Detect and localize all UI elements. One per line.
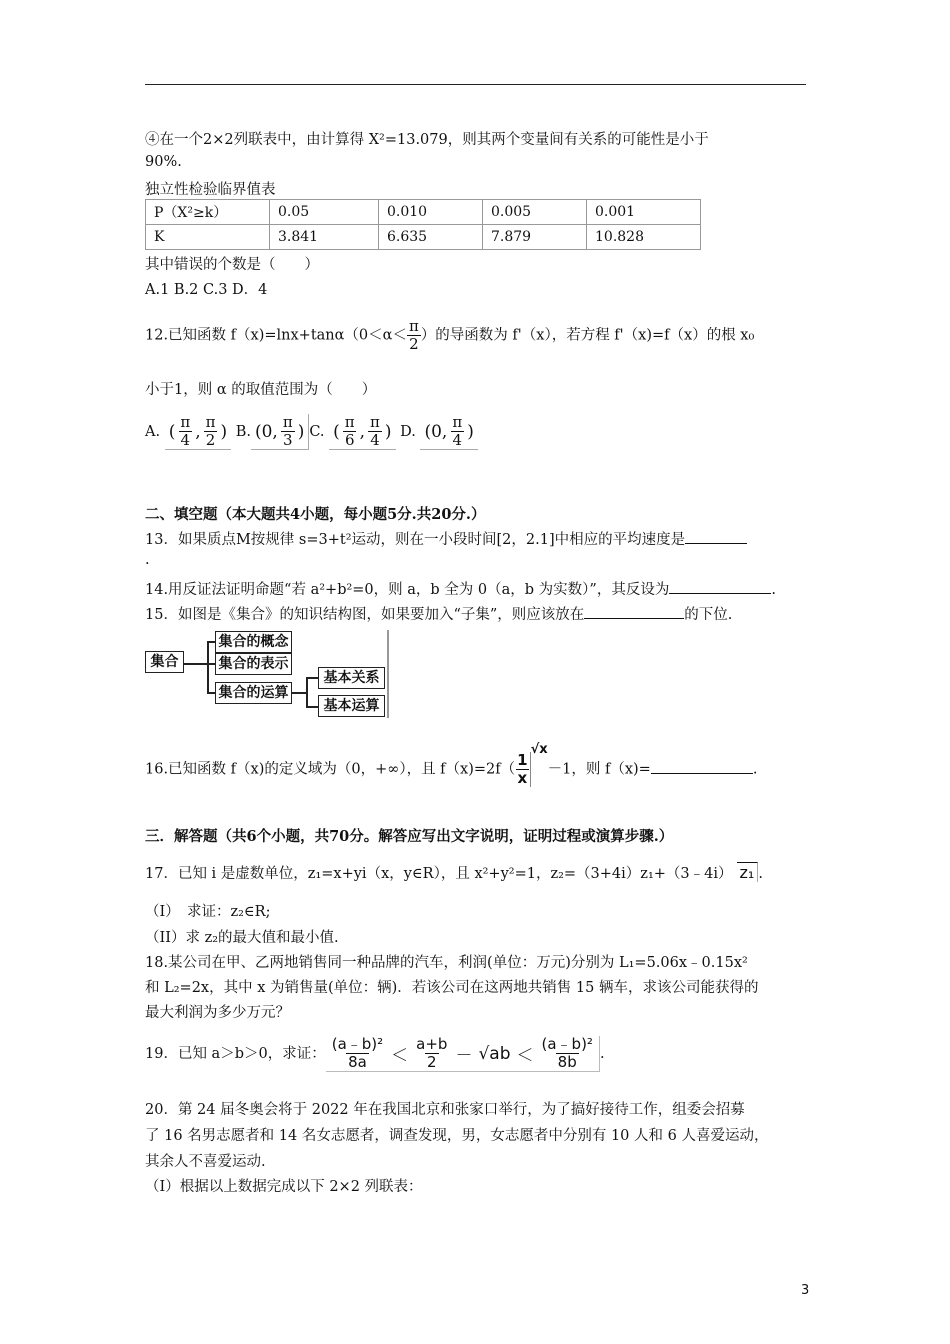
q12-part2: ）的导函数为 f'（x），若方程 f'（x)=f（x）的根 x₀ <box>420 327 755 344</box>
q16-end: . <box>752 761 758 778</box>
q20-line2: 了 16 名男志愿者和 14 名女志愿者，调查发现，男，女志愿者中分别有 10 人和 6 人喜爱运动， <box>145 1128 769 1144</box>
q20-line3: 其余人不喜爱运动. <box>145 1154 266 1170</box>
fraction <box>515 752 530 787</box>
sqrt-ab: √ab <box>478 1043 511 1064</box>
connector <box>292 692 306 694</box>
q12-line2: 小于1，则 α 的取值范围为（ ） <box>145 382 377 398</box>
fraction <box>368 414 382 449</box>
diagram-node: 基本关系 <box>318 667 385 689</box>
q17-text: 17．已知 i 是虚数单位，z₁=x+yi（x，y∈R），且 x²+y²=1，z₂=（3+4i）z₁+（3﹣4i） <box>145 866 733 882</box>
q16-text: 16.已知函数 f（x)的定义域为（0，+∞），且 f（x)=2f（ <box>145 761 516 778</box>
table-cell: K <box>146 225 270 250</box>
option-a <box>165 414 231 450</box>
page-number: 3 <box>801 1283 810 1298</box>
connector <box>207 692 215 694</box>
numerator: 1 <box>517 751 528 769</box>
option-d <box>420 414 477 450</box>
q18-line3: 最大利润为多少万元？ <box>145 1005 290 1021</box>
q18-line2: 和 L₂=2x，其中 x 为销售量(单位：辆)．若该公司在这两地共销售 15 辆车，求该公司能获得的 <box>145 980 759 996</box>
diagram-node: 集合的运算 <box>215 682 292 704</box>
numerator: π <box>282 413 293 431</box>
connector <box>306 677 308 707</box>
set-knowledge-diagram <box>145 630 390 718</box>
q16-expr <box>515 742 548 787</box>
numerator: π <box>370 413 380 431</box>
less-than: ＜ <box>516 1046 534 1066</box>
conjugate-z1: z₁ <box>737 862 759 882</box>
denominator: 6 <box>344 431 355 449</box>
q14-line <box>145 578 776 599</box>
table-row <box>146 225 701 250</box>
denominator: 2 <box>427 1053 437 1071</box>
table-cell: 6.635 <box>379 225 483 250</box>
option-label-c: C. <box>309 424 325 440</box>
fraction <box>281 414 295 449</box>
denominator: 8a <box>348 1053 367 1071</box>
q17-line1 <box>145 862 763 883</box>
numerator: π <box>180 413 191 431</box>
paren: ) <box>384 421 392 442</box>
numerator: π <box>344 413 355 431</box>
q11-options: A.1 B.2 C.3 D．4 <box>145 282 268 298</box>
critical-value-table <box>145 199 701 250</box>
option-b <box>251 414 309 450</box>
q17-end: . <box>758 866 763 882</box>
q14-text: 14.用反证法证明命题“若 a²+b²=0，则 a，b 全为 0（a，b 为实数）”，其反设为 <box>145 582 670 598</box>
fraction <box>178 414 192 449</box>
paren: (0, <box>424 421 448 442</box>
q13-line1 <box>145 528 747 549</box>
denominator: 4 <box>370 431 380 449</box>
answer-blank[interactable] <box>651 759 753 774</box>
q15-line <box>145 603 732 624</box>
numerator: π <box>408 317 419 335</box>
fraction <box>204 414 218 449</box>
fraction <box>414 1036 449 1071</box>
fraction <box>540 1036 595 1071</box>
paren: ( <box>168 421 176 442</box>
q14-end: . <box>771 582 776 598</box>
q13-line2: . <box>145 552 150 568</box>
numerator: π <box>452 413 463 431</box>
q20-part-i: （Ⅰ）根据以上数据完成以下 2×2 列联表： <box>145 1179 423 1195</box>
answer-blank[interactable] <box>685 529 747 544</box>
table-cell: 0.005 <box>483 200 587 225</box>
connector <box>207 641 215 643</box>
q19-end: . <box>599 1046 605 1062</box>
table-cell: 3.841 <box>270 225 379 250</box>
q18-line1: 18.某公司在甲、乙两地销售同一种品牌的汽车，利润(单位：万元)分别为 L₁=5.06x﹣0.15x² <box>145 955 748 971</box>
q19-inequality <box>326 1036 600 1072</box>
section3-title: 三．解答题（共6个小题，共70分。解答应写出文字说明，证明过程或演算步骤.） <box>145 828 674 845</box>
q16-text-2: －1，则 f（x)= <box>547 761 651 778</box>
table-cell: 0.010 <box>379 200 483 225</box>
q12-part1: 12.已知函数 f（x)=lnx+tanα（0＜α＜ <box>145 327 407 344</box>
q17-part-i: （Ⅰ） 求证：z₂∈R; <box>145 904 271 920</box>
denominator: 4 <box>180 431 191 449</box>
paren: ) <box>220 421 228 442</box>
item4-line1: ④在一个2×2列联表中，由计算得 X²=13.079，则其两个变量间有关系的可能性是小于 <box>145 132 709 148</box>
q15-text: 15．如图是《集合》的知识结构图，如果要加入“子集”，则应该放在 <box>145 607 585 623</box>
option-label-d: D. <box>400 424 416 440</box>
denominator: x <box>517 769 528 787</box>
option-c <box>329 414 395 450</box>
answer-blank[interactable] <box>669 579 771 594</box>
connector <box>183 663 207 665</box>
diagram-node: 基本运算 <box>318 695 385 717</box>
diagram-node: 集合的概念 <box>215 631 292 653</box>
paren: ( <box>333 421 340 442</box>
diagram-node: 集合的表示 <box>215 653 292 675</box>
option-label-b: B. <box>235 424 251 440</box>
table-cell: 0.05 <box>270 200 379 225</box>
header-rule <box>145 84 806 85</box>
less-than: ＜ <box>391 1046 409 1066</box>
q17-part-ii: （II）求 z₂的最大值和最小值. <box>145 930 339 946</box>
q19-text: 19．已知 a＞b＞0，求证： <box>145 1046 326 1062</box>
table-cell: P（X²≥k） <box>146 200 270 225</box>
table-caption: 独立性检验临界值表 <box>145 182 276 198</box>
q16-line <box>145 742 758 787</box>
paren: ) <box>297 421 305 442</box>
denominator: 2 <box>205 431 216 449</box>
divider <box>387 630 389 718</box>
q15-end: 的下位. <box>684 607 733 623</box>
comma: , <box>359 421 366 442</box>
q12-line1 <box>145 318 754 353</box>
q20-line1: 20．第 24 届冬奥会将于 2022 年在我国北京和张家口举行，为了搞好接待工作，组委会招募 <box>145 1102 745 1118</box>
q12-options <box>145 414 478 450</box>
connector <box>207 641 209 693</box>
denominator: 4 <box>452 431 463 449</box>
fraction <box>330 1036 385 1071</box>
table-cell: 7.879 <box>483 225 587 250</box>
fraction <box>343 414 357 449</box>
table-cell: 0.001 <box>587 200 701 225</box>
q11-question: 其中错误的个数是（ ） <box>145 257 319 273</box>
answer-blank[interactable] <box>584 604 684 619</box>
fraction <box>407 318 421 353</box>
denominator: 8b <box>557 1053 577 1071</box>
option-label-a: A. <box>145 424 161 440</box>
connector <box>306 677 318 679</box>
paren: (0, <box>254 421 278 442</box>
numerator: a+b <box>416 1035 448 1053</box>
q13-text: 13．如果质点M按规律 s=3+t²运动，则在一小段时间[2，2.1]中相应的平均速度是 <box>145 532 686 548</box>
minus: － <box>455 1046 473 1066</box>
numerator: (a﹣b)² <box>331 1035 384 1053</box>
fraction <box>450 414 464 449</box>
section2-title: 二、填空题（本大题共4小题，每小题5分.共20分.） <box>145 506 486 523</box>
exponent: √x <box>530 742 548 757</box>
denominator: 3 <box>283 431 293 449</box>
item4-line2: 90%. <box>145 154 182 170</box>
paren: ) <box>467 421 474 442</box>
q19-line <box>145 1036 605 1072</box>
numerator: π <box>205 413 216 431</box>
diagram-root: 集合 <box>145 651 184 673</box>
numerator: (a﹣b)² <box>541 1035 593 1053</box>
connector <box>306 706 318 708</box>
comma: , <box>195 421 201 442</box>
connector <box>207 663 215 665</box>
denominator: 2 <box>409 335 419 353</box>
table-row <box>146 200 701 225</box>
table-cell: 10.828 <box>587 225 701 250</box>
